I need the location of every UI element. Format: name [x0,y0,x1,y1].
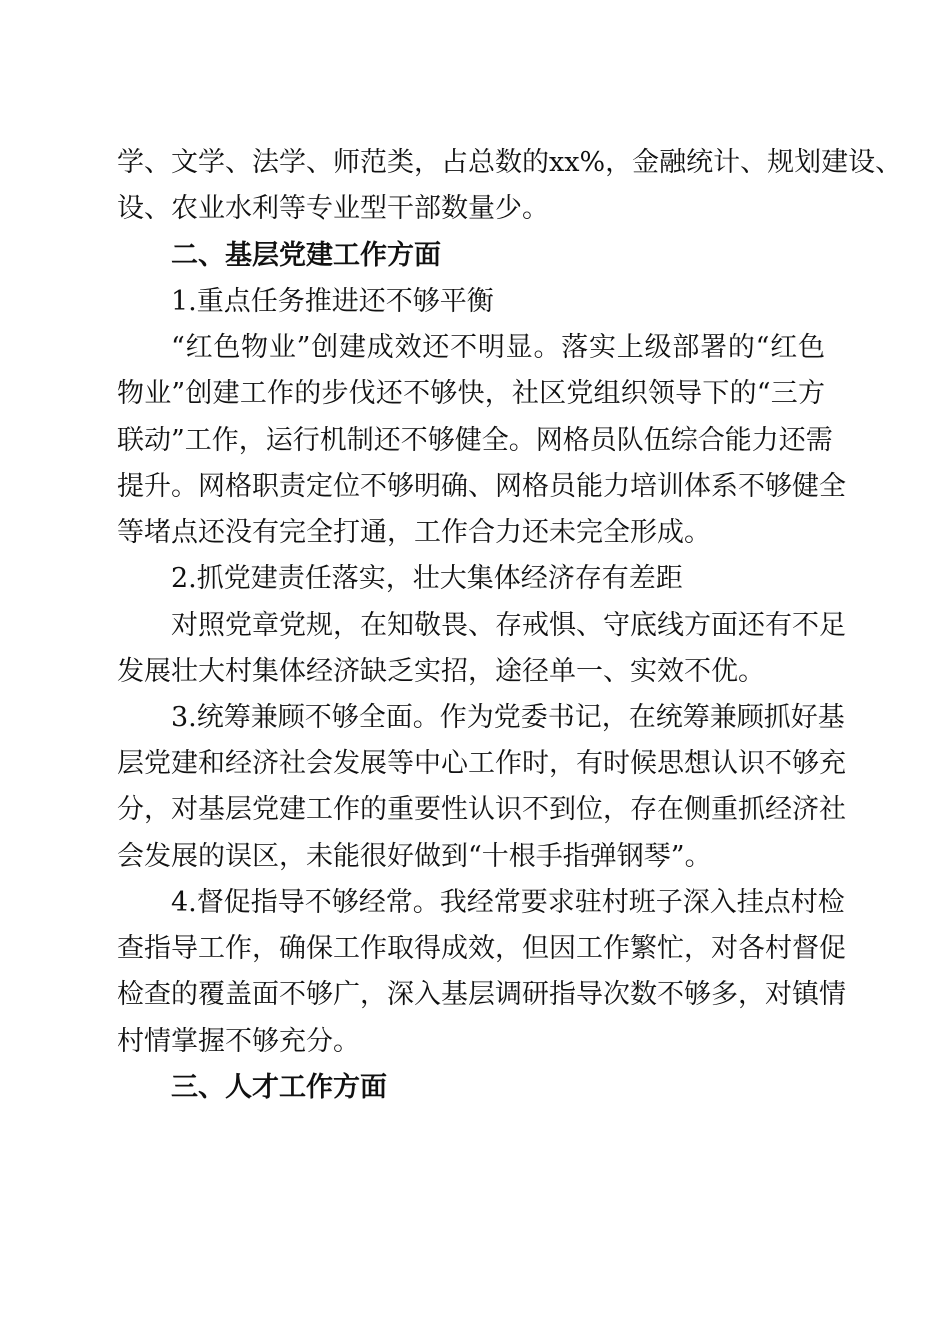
paragraph-line: 提升。网格职责定位不够明确、网格员能力培训体系不够健全 [117,471,846,502]
paragraph-line: 等堵点还没有完全打通，工作合力还未完全形成。 [117,517,711,548]
paragraph-line: 联动”工作，运行机制还不够健全。网格员队伍综合能力还需 [117,425,833,456]
paragraph-line: 层党建和经济社会发展等中心工作时，有时候思想认识不够充 [117,748,846,779]
paragraph-line: 对照党章党规，在知敬畏、存戒惧、守底线方面还有不足 [171,610,846,641]
section-heading: 二、基层党建工作方面 [171,240,441,271]
paragraph-line: 3.统筹兼顾不够全面。作为党委书记，在统筹兼顾抓好基 [171,702,845,733]
paragraph-line: “红色物业”创建成效还不明显。落实上级部署的“红色 [171,332,825,363]
paragraph-line: 村情掌握不够充分。 [117,1026,360,1057]
paragraph-line: 查指导工作，确保工作取得成效，但因工作繁忙，对各村督促 [117,933,846,964]
paragraph-line: 学、文学、法学、师范类，占总数的xx%，金融统计、规划建设、 [117,147,903,178]
paragraph-line: 4.督促指导不够经常。我经常要求驻村班子深入挂点村检 [171,887,845,918]
paragraph-line: 发展壮大村集体经济缺乏实招，途径单一、实效不优。 [117,656,765,687]
section-heading: 三、人才工作方面 [171,1072,387,1103]
paragraph-line: 分，对基层党建工作的重要性认识不到位，存在侧重抓经济社 [117,794,846,825]
paragraph-line: 检查的覆盖面不够广，深入基层调研指导次数不够多，对镇情 [117,979,846,1010]
subsection-heading: 1.重点任务推进还不够平衡 [171,286,494,317]
paragraph-line: 会发展的误区，未能很好做到“十根手指弹钢琴”。 [117,841,712,872]
subsection-heading: 2.抓党建责任落实，壮大集体经济存有差距 [171,563,683,594]
paragraph-line: 物业”创建工作的步伐还不够快，社区党组织领导下的“三方 [117,378,825,409]
paragraph-line: 设、农业水利等专业型干部数量少。 [117,193,549,224]
